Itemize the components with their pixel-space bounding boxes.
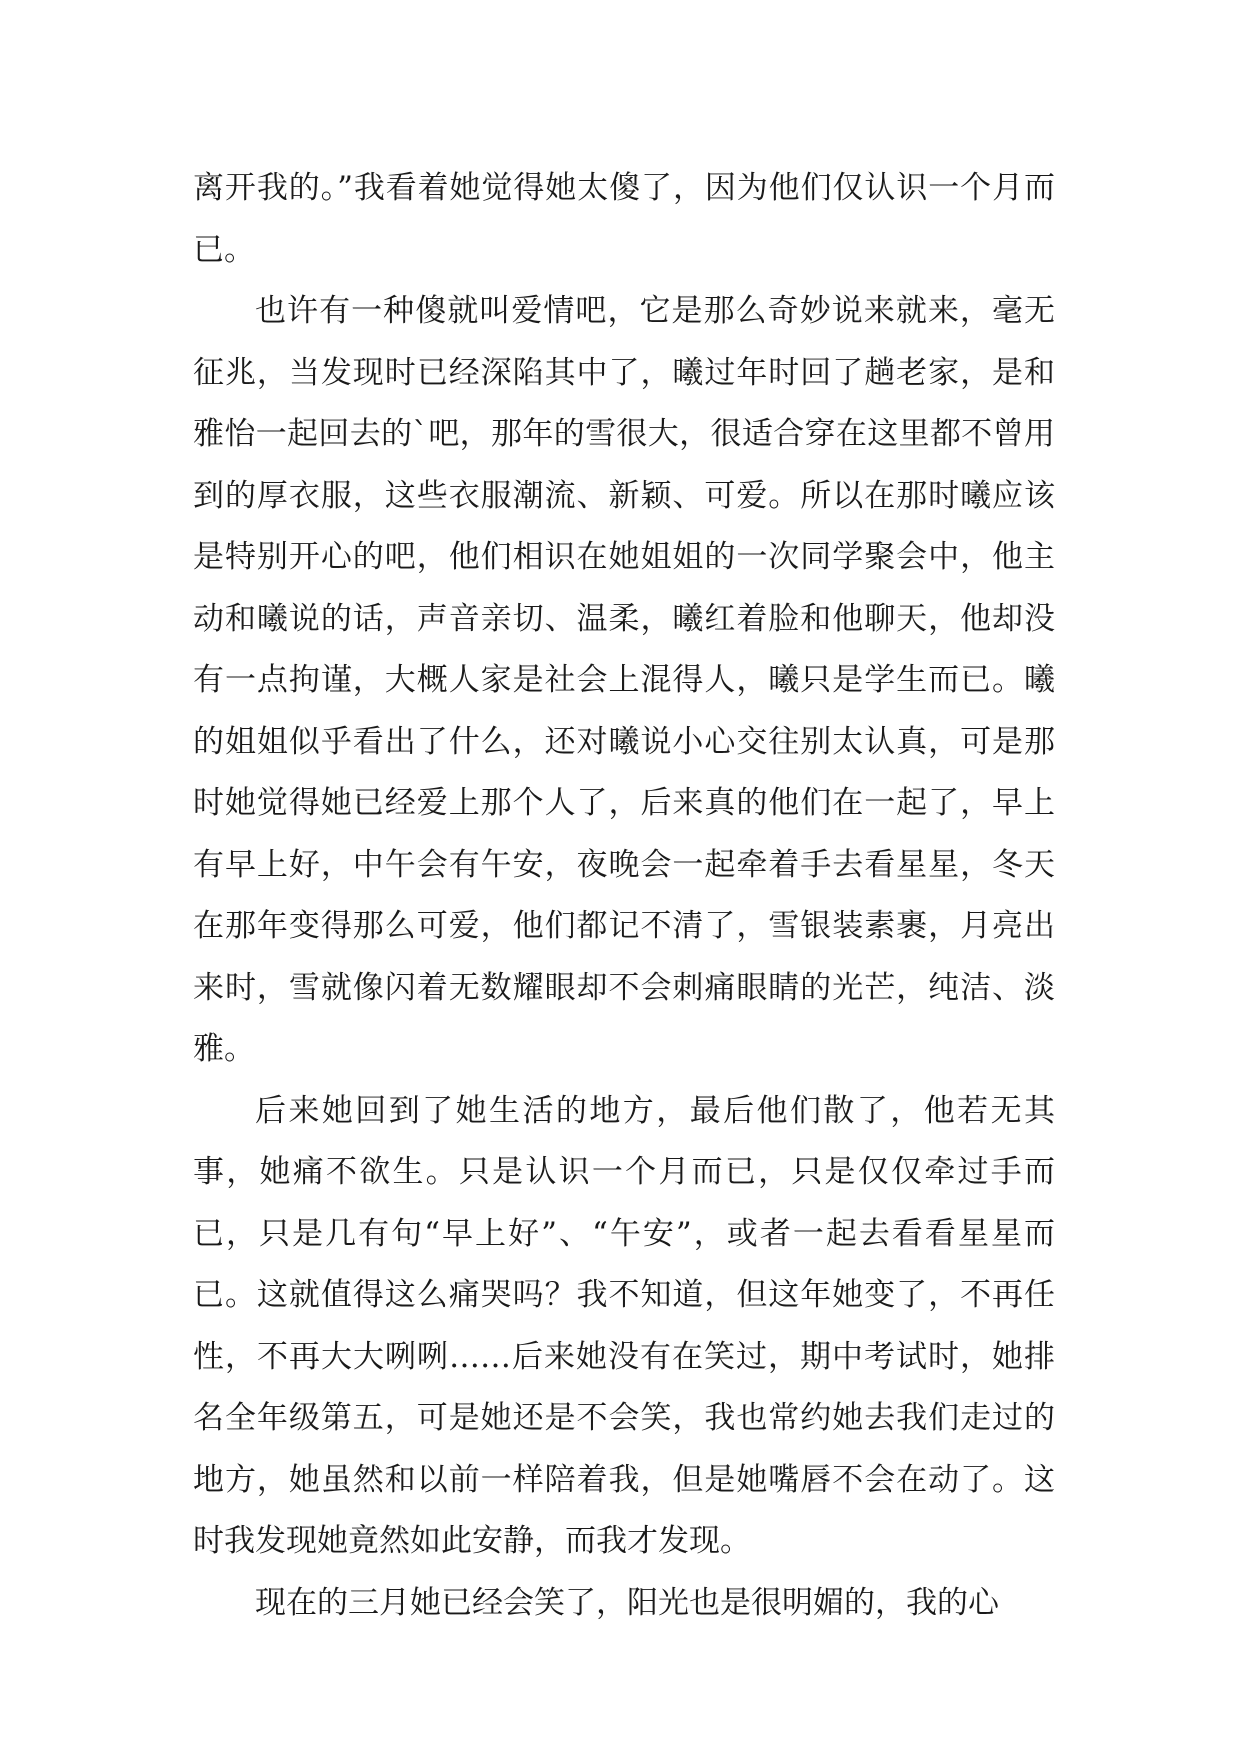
paragraph-4: 现在的三月她已经会笑了，阳光也是很明媚的，我的心 [255,1584,999,1621]
paragraph-2: 也许有一种傻就叫爱情吧，它是那么奇妙说来就来，毫无征兆，当发现时已经深陷其中了，曦过年时回了趟老家，是和雅怡一起回去的`吧，那年的雪很大，很适合穿在这里都不曾用到的厚衣服，这些衣服潮流、新颖、可爱。所以在那时曦应该是特别开心的吧，他们相识在她姐姐的一次同学聚会中，他主动和曦说的话，声音亲切、温柔，曦红着脸和他聊天，他却没有一点拘谨，大概人家是社会上混得人，曦只是学生而已。曦的姐姐似乎看出了什么，还对曦说小心交往别太认真，可是那时她觉得她已经爱上那个人了，后来真的他们在一起了，早上有早上好，中午会有午安，夜晚会一起牵着手去看星星，冬天在那年变得那么可爱，他们都记不清了，雪银装素裹，月亮出来时，雪就像闪着无数耀眼却不会刺痛眼睛的光芒，纯洁、淡雅。 [193,293,1055,1067]
paragraph-1: 离开我的。”我看着她觉得她太傻了，因为他们仅认识一个月而已。 [193,170,1055,268]
paragraph-3: 后来她回到了她生活的地方，最后他们散了，他若无其事，她痛不欲生。只是认识一个月而已，只是仅仅牵过手而已，只是几有句“早上好”、“午安”，或者一起去看看星星而已。这就值得这么痛哭吗？我不知道，但这年她变了，不再任性，不再大大咧咧……后来她没有在笑过，期中考试时，她排名全年级第五，可是她还是不会笑，我也常约她去我们走过的地方，她虽然和以前一样陪着我，但是她嘴唇不会在动了。这时我发现她竟然如此安静，而我才发现。 [193,1092,1055,1559]
article-body [193,158,1055,1634]
